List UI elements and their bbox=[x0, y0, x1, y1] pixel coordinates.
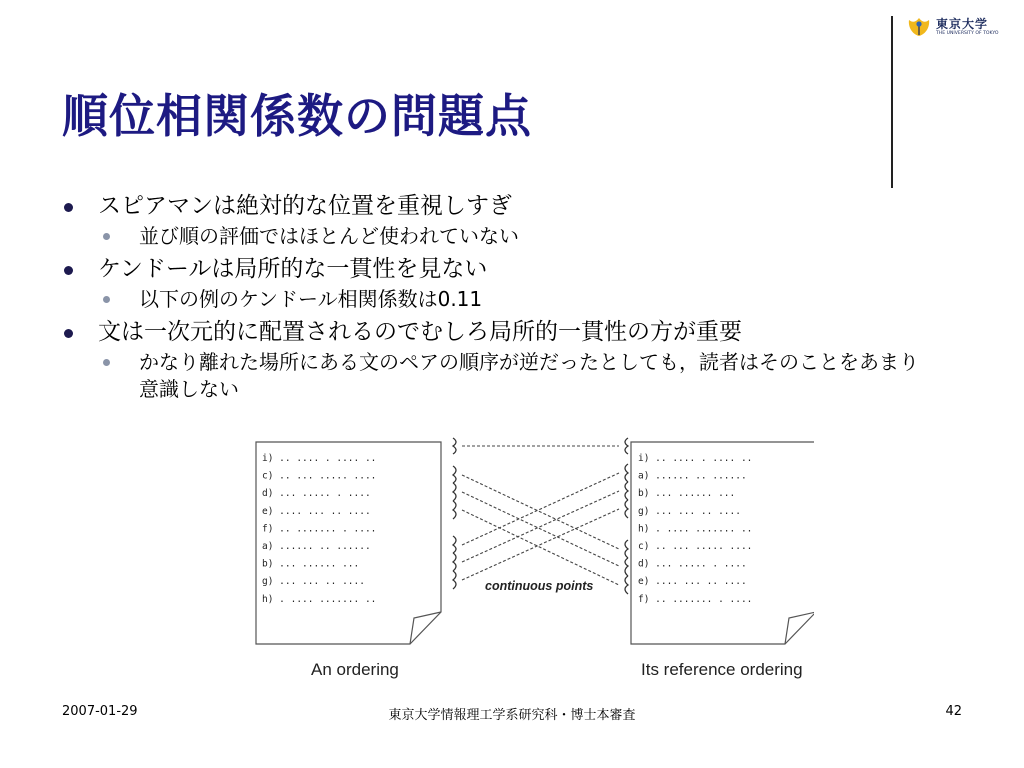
logo-japanese: 東京大学 bbox=[936, 17, 989, 31]
right-caption: Its reference ordering bbox=[641, 660, 803, 679]
right-line: i) .. .... . .... .. bbox=[638, 453, 753, 464]
right-line: d) ... ..... . .... bbox=[638, 558, 747, 570]
connection-lines bbox=[462, 446, 619, 585]
bullet-item bbox=[60, 190, 920, 223]
left-line: f) .. ....... . .... bbox=[262, 523, 377, 535]
left-line: a) ...... .. ...... bbox=[262, 541, 371, 552]
left-line: h) . .... ....... .. bbox=[262, 593, 377, 605]
continuous-points-label: continuous points bbox=[485, 579, 594, 593]
bullet-list bbox=[60, 190, 920, 406]
sub-bullet-item bbox=[60, 223, 920, 250]
sub-bullet-text: 以下の例のケンドール相関係数は0.11 bbox=[139, 287, 483, 311]
right-line: b) ... ...... ... bbox=[638, 488, 736, 500]
bullet-text: 文は一次元的に配置されるのでむしろ局所的一貫性の方が重要 bbox=[98, 319, 742, 345]
sub-bullet-text: かなり離れた場所にある文のペアの順序が逆だったとしても，読者はそのことをあまり意識しない bbox=[139, 350, 919, 401]
bullet-text: ケンドールは局所的な一貫性を見ない bbox=[98, 256, 488, 282]
right-line: a) ...... .. ...... bbox=[638, 470, 747, 482]
left-lines bbox=[262, 453, 376, 605]
right-brackets bbox=[625, 438, 628, 594]
slide-title: 順位相関係数の問題点 bbox=[62, 89, 532, 143]
footer-date: 2007-01-29 bbox=[62, 704, 138, 719]
right-line: e) .... ... .. .... bbox=[638, 576, 747, 588]
right-line: g) ... ... .. .... bbox=[638, 505, 741, 517]
left-line: g) ... ... .. .... bbox=[262, 576, 365, 588]
left-line: i) .. .... . .... .. bbox=[262, 453, 377, 464]
sub-bullet-item bbox=[60, 286, 920, 313]
university-logo bbox=[906, 14, 999, 40]
right-line: c) .. ... ..... .... bbox=[638, 541, 753, 552]
left-line: e) .... ... .. .... bbox=[262, 505, 371, 517]
page-number: 42 bbox=[945, 704, 962, 719]
right-line: h) . .... ....... .. bbox=[638, 523, 753, 535]
sub-bullet-text: 並び順の評価ではほとんど使われていない bbox=[139, 224, 519, 248]
left-line: c) .. ... ..... .... bbox=[262, 470, 377, 482]
bullet-text: スピアマンは絶対的な位置を重視しすぎ bbox=[98, 193, 512, 219]
right-line: f) .. ....... . .... bbox=[638, 593, 753, 605]
sub-bullet-item bbox=[60, 349, 920, 403]
sub-bullet-dot bbox=[103, 233, 110, 240]
footer-affiliation: 東京大学情報理工学系研究科・博士本審査 bbox=[388, 708, 636, 723]
ginkgo-leaf-icon bbox=[906, 14, 932, 40]
logo-english: THE UNIVERSITY OF TOKYO bbox=[936, 31, 999, 36]
header-divider bbox=[891, 16, 893, 188]
sub-bullet-dot bbox=[103, 296, 110, 303]
left-brackets bbox=[453, 438, 456, 589]
right-lines bbox=[638, 453, 752, 605]
bullet-dot bbox=[64, 203, 73, 212]
left-line: b) ... ...... ... bbox=[262, 558, 360, 570]
ordering-comparison-figure bbox=[254, 437, 814, 685]
bullet-dot bbox=[64, 266, 73, 275]
sub-bullet-dot bbox=[103, 359, 110, 366]
left-line: d) ... ..... . .... bbox=[262, 488, 371, 500]
bullet-item bbox=[60, 253, 920, 286]
bullet-item bbox=[60, 316, 920, 349]
bullet-dot bbox=[64, 329, 73, 338]
left-caption: An ordering bbox=[311, 660, 399, 679]
